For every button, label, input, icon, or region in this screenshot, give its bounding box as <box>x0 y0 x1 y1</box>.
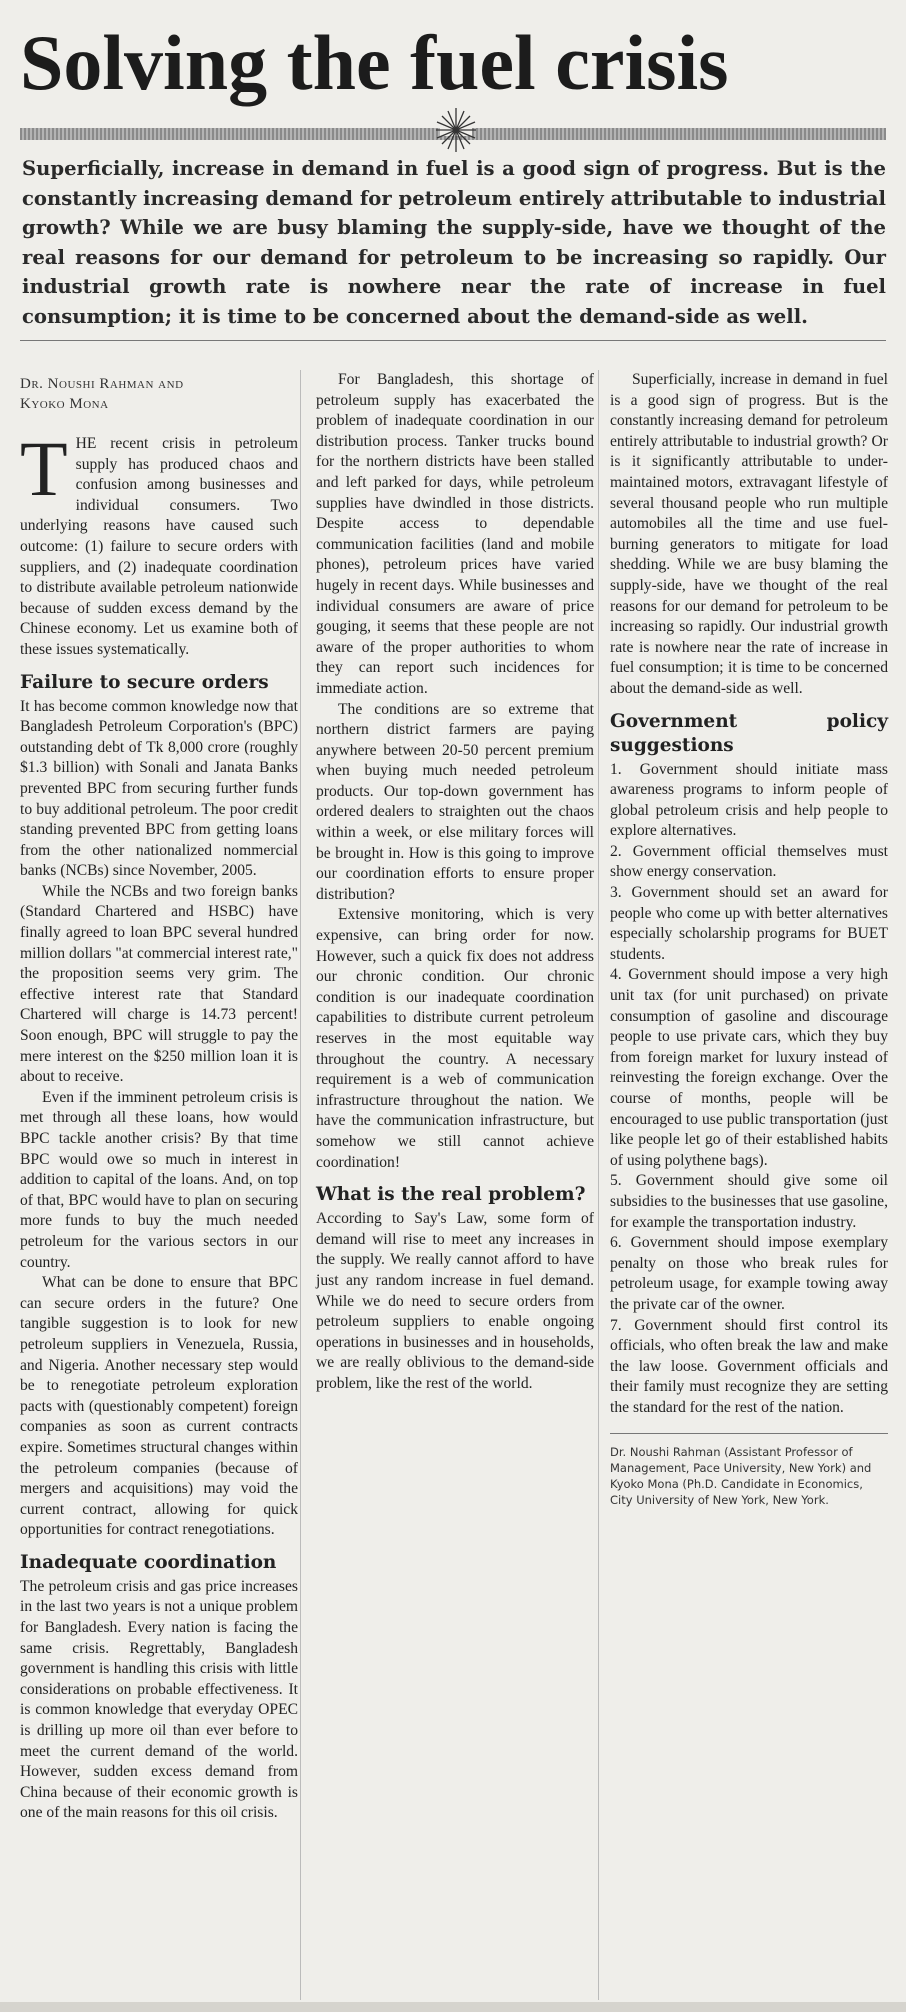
paragraph: Extensive monitoring, which is very expensive, can bring order for now. However, such a quick fix does not address our chronic condition. Our chronic condition is our inadequate coordination capabilities to distribute current petroleum reserves in the most equitable way throughout the country. A necessary requirement is a web of communication infrastructure throughout the nation. We have the communication infrastructure, but somehow we still cannot achieve coordination! <box>316 906 594 1171</box>
intro-paragraph <box>20 425 298 661</box>
list-item: 2. Government official themselves must show energy conservation. <box>610 842 888 881</box>
paragraph: For Bangladesh, this shortage of petroleum supply has exacerbated the problem of inadequate coordination in our distribution process. Tanker trucks bound for the northern districts have been stalled and left parked for days, while petroleum supplies have dwindled in those districts. Despite access to dependable communication facilities (land and mobile phones), petroleum prices have varied hugely in recent days. While businesses and individual consumers are aware of price gouging, it seems that these people are not aware of the proper authorities to whom they can report such incidences for immediate action. <box>316 371 594 697</box>
paragraph: While the NCBs and two foreign banks (Standard Chartered and HSBC) have finally agreed to loan BPC several hundred million dollars "at commercial interest rate," the proposition seems very grim. The effective interest rate that Standard Chartered will charge is 14.73 percent! Soon enough, BPC will struggle to pay the mere interest on the $250 million loan it is about to receive. <box>20 882 298 1086</box>
deck-divider <box>20 340 886 341</box>
subhead-coordination: Inadequate coordination <box>20 1551 277 1573</box>
intro-text: HE recent crisis in petroleum supply has produced chaos and confusion among businesses and individual consumers. Two underlying reasons have caused such outcome: (1) failure to secure orders with suppliers, and (2) inadequate coordination to distribute available petroleum nationwide because of sudden excess demand by the Chinese economy. Let us examine both of these issues systematically. <box>20 435 298 658</box>
paragraph: The conditions are so extreme that northern district farmers are paying anywhere between 20-50 percent premium when buying much needed petroleum products. Our top-down government has ordered dealers to straighten out the chaos within a week, or else military forces will be brought in. How is this going to improve our coordination efforts to ensure proper distribution? <box>316 700 594 903</box>
author-credit: Dr. Noushi Rahman (Assistant Professor of Management, Pace University, New York) and Kyoko Mona (Ph.D. Candidate in Economics, City University of New York, New York. <box>610 1433 888 1508</box>
deck-summary: Superficially, increase in demand in fuel is a good sign of progress. But is the constantly increasing demand for petroleum entirely attributable to industrial growth? While we are busy blaming the supply-side, have we thought of the real reasons for our demand for petroleum to be increasing so rapidly. Our industrial growth rate is nowhere near the rate of increase in fuel consumption; it is time to be concerned about the demand-side as well. <box>22 157 886 328</box>
subhead-real-problem: What is the real problem? <box>316 1184 586 1206</box>
starburst-icon <box>426 100 486 160</box>
column-3 <box>610 370 888 1508</box>
byline-author-1: Dr. Noushi Rahman and <box>20 376 184 392</box>
list-item: 5. Government should give some oil subsidies to the businesses that use gasoline, for example the transportation industry. <box>610 1172 888 1231</box>
byline <box>20 374 298 414</box>
list-item: 6. Government should impose exemplary penalty on those who break rules for petroleum usage, for example towing away the private car of the owner. <box>610 1234 888 1313</box>
headline: Solving the fuel crisis <box>20 19 729 106</box>
page-edge <box>0 2002 906 2012</box>
paragraph: Even if the imminent petroleum crisis is met through all these loans, how would BPC tackle another crisis? By that time BPC would owe so much in interest in addition to capital of the loans. And, on top of that, BPC would have to plan on securing more funds to buy the much needed petroleum for the various sectors in our country. <box>20 1088 298 1271</box>
paragraph: It has become common knowledge now that Bangladesh Petroleum Corporation's (BPC) outstanding debt of Tk 8,000 crore (roughly $1.3 billion) with Sonali and Janata Banks prevented BPC from securing further funds to buy additional petroleum. The poor credit standing prevented BPC from getting loans from the other nationalized nommercial banks (NCBs) since November, 2005. <box>20 697 298 880</box>
paragraph: What can be done to ensure that BPC can secure orders in the future? One tangible suggestion is to look for new petroleum suppliers in Venezuela, Russia, and Nigeria. Another necessary step would be to renegotiate petroleum exploration pacts with (questionably competent) foreign companies as soon as current contracts expire. Sometimes structural changes within the petroleum companies (because of mergers and acquisitions) may void the current contract, allowing for quick opportunities for contract renegotiations. <box>20 1274 298 1539</box>
drop-cap: T <box>20 425 68 512</box>
byline-author-2: Kyoko Mona <box>20 396 109 412</box>
subhead-failure: Failure to secure orders <box>20 671 269 693</box>
column-2 <box>316 370 594 1395</box>
list-item: 1. Government should initiate mass awareness programs to inform people of global petroleum crisis and help people to explore alternatives. <box>610 760 888 840</box>
paragraph: According to Say's Law, some form of demand will rise to meet any increases in the supply. We really cannot afford to have just any random increase in fuel demand. While we do need to secure orders from petroleum suppliers to enable ongoing operations in businesses and in households, we are really oblivious to the demand-side problem, like the rest of the world. <box>316 1210 594 1392</box>
list-item: 3. Government should set an award for people who come up with better alternatives especially scholarship programs for BUET students. <box>610 884 888 963</box>
list-item: 4. Government should impose a very high unit tax (for unit purchased) on private consumption of gasoline and discourage people to use private cars, which they buy from foreign market for luxury instead of reinvesting the foreign exchange. Over the course of months, people will be encouraged to use public transportation (just like people let go of their established habits of using polythene bags). <box>610 966 888 1169</box>
column-divider <box>300 370 301 2000</box>
list-item: 7. Government should first control its officials, who often break the law and make the law loose. Government officials and their family must recognize they are setting the standard for the rest of the nation. <box>610 1316 888 1416</box>
column-1 <box>20 374 298 1824</box>
subhead-government-policy: Government policy suggestions <box>610 710 888 756</box>
column-divider <box>598 370 599 2000</box>
suggestion-list <box>610 760 888 1419</box>
paragraph: The petroleum crisis and gas price increases in the last two years is not a unique problem for Bangladesh. Every nation is facing the same crisis. Regrettably, Bangladesh government is handling this crisis with little considerations on probable effectiveness. It is common knowledge that everyday OPEC is drilling up more oil than ever before to meet the current demand of the world. However, sudden excess demand from China because of their economic growth is one of the main reasons for this oil crisis. <box>20 1577 298 1822</box>
paragraph: Superficially, increase in demand in fuel is a good sign of progress. But is the constantly increasing demand for petroleum entirely attributable to industrial growth? Or is it significantly attributable to under-maintained motors, extravagant lifestyle of several thousand people who run multiple automobiles all the time and use fuel-burning generators to mitigate for load shedding. While we are busy blaming the supply-side, have we thought of the real reasons for our demand for petroleum to be increasing so rapidly. Our industrial growth rate is nowhere near the rate of increase in fuel consumption; it is time to be concerned about the demand-side as well. <box>610 371 888 697</box>
